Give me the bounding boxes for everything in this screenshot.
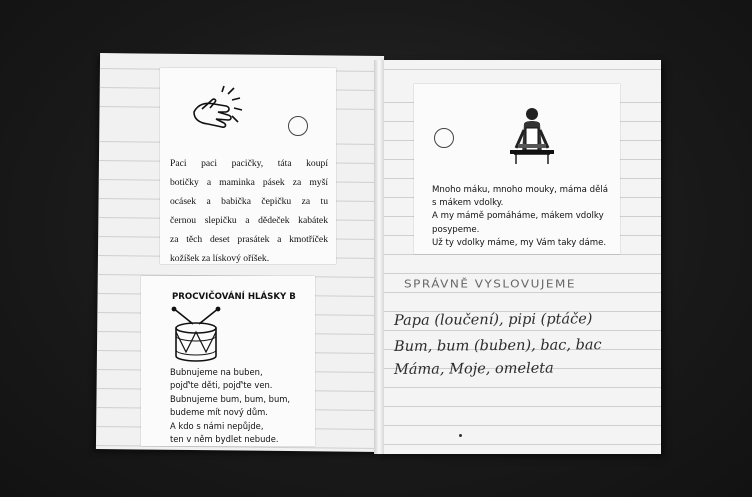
- poem-line: černou slepičku a dědeček kabátek: [170, 215, 328, 226]
- poem-line: ocásek a babička čepičku za tu: [170, 196, 328, 207]
- poem-line: A my mámě pomáháme, mákem vdolky: [432, 211, 604, 222]
- clapping-rhyme-card: [160, 68, 336, 264]
- notebook-spine: [374, 60, 384, 454]
- ink-dot: [459, 434, 462, 437]
- drum-rhyme-card: [141, 276, 315, 446]
- drum-icon: [171, 302, 221, 366]
- baker-rhyme-text: [432, 184, 622, 250]
- clapping-hands-icon: [182, 82, 248, 136]
- poem-line: Paci paci pacičky, táta koupí: [170, 158, 328, 169]
- baker-rhyme-card: [414, 84, 620, 254]
- poem-line: Už ty vdolky máme, my Vám taky dáme.: [432, 237, 607, 248]
- handwritten-line: Bum, bum (buben), bac, bac: [393, 337, 602, 355]
- poem-line: Bubnujeme bum, bum, bum,: [170, 393, 291, 404]
- page-marker-circle: [434, 128, 454, 148]
- poem-line: Bubnujeme na buben,: [170, 367, 263, 377]
- handwritten-heading: SPRÁVNĚ VYSLOVUJEME: [404, 277, 576, 291]
- poem-line: posypeme.: [432, 224, 480, 235]
- drum-rhyme-text: [170, 366, 310, 446]
- poem-line: kožíšek za lískový oříšek.: [170, 253, 270, 264]
- baker-rolling-dough-icon: [502, 104, 562, 168]
- poem-line: za těch deset prasátek a kmotříček: [170, 234, 328, 245]
- poem-line: s mákem vdolky.: [432, 198, 504, 209]
- card-title: PROCVIČOVÁNÍ HLÁSKY B: [172, 292, 296, 302]
- poem-line: Mnoho máku, mnoho mouky, máma dělá: [432, 185, 609, 195]
- page-marker-circle: [288, 116, 308, 136]
- poem-line: ten v něm bydlet nebude.: [170, 434, 279, 445]
- poem-line: botičky a maminka pásek za myší: [170, 177, 328, 188]
- handwritten-line: Máma, Moje, omeleta: [393, 360, 554, 378]
- poem-line: A kdo s námi nepůjde,: [170, 420, 264, 431]
- poem-line: budeme mít nový dům.: [170, 407, 268, 418]
- poem-line: pojď'te děti, pojď'te ven.: [170, 380, 273, 391]
- handwritten-line: Papa (loučení), pipi (ptáče): [393, 311, 593, 329]
- clapping-rhyme-text: [170, 154, 328, 268]
